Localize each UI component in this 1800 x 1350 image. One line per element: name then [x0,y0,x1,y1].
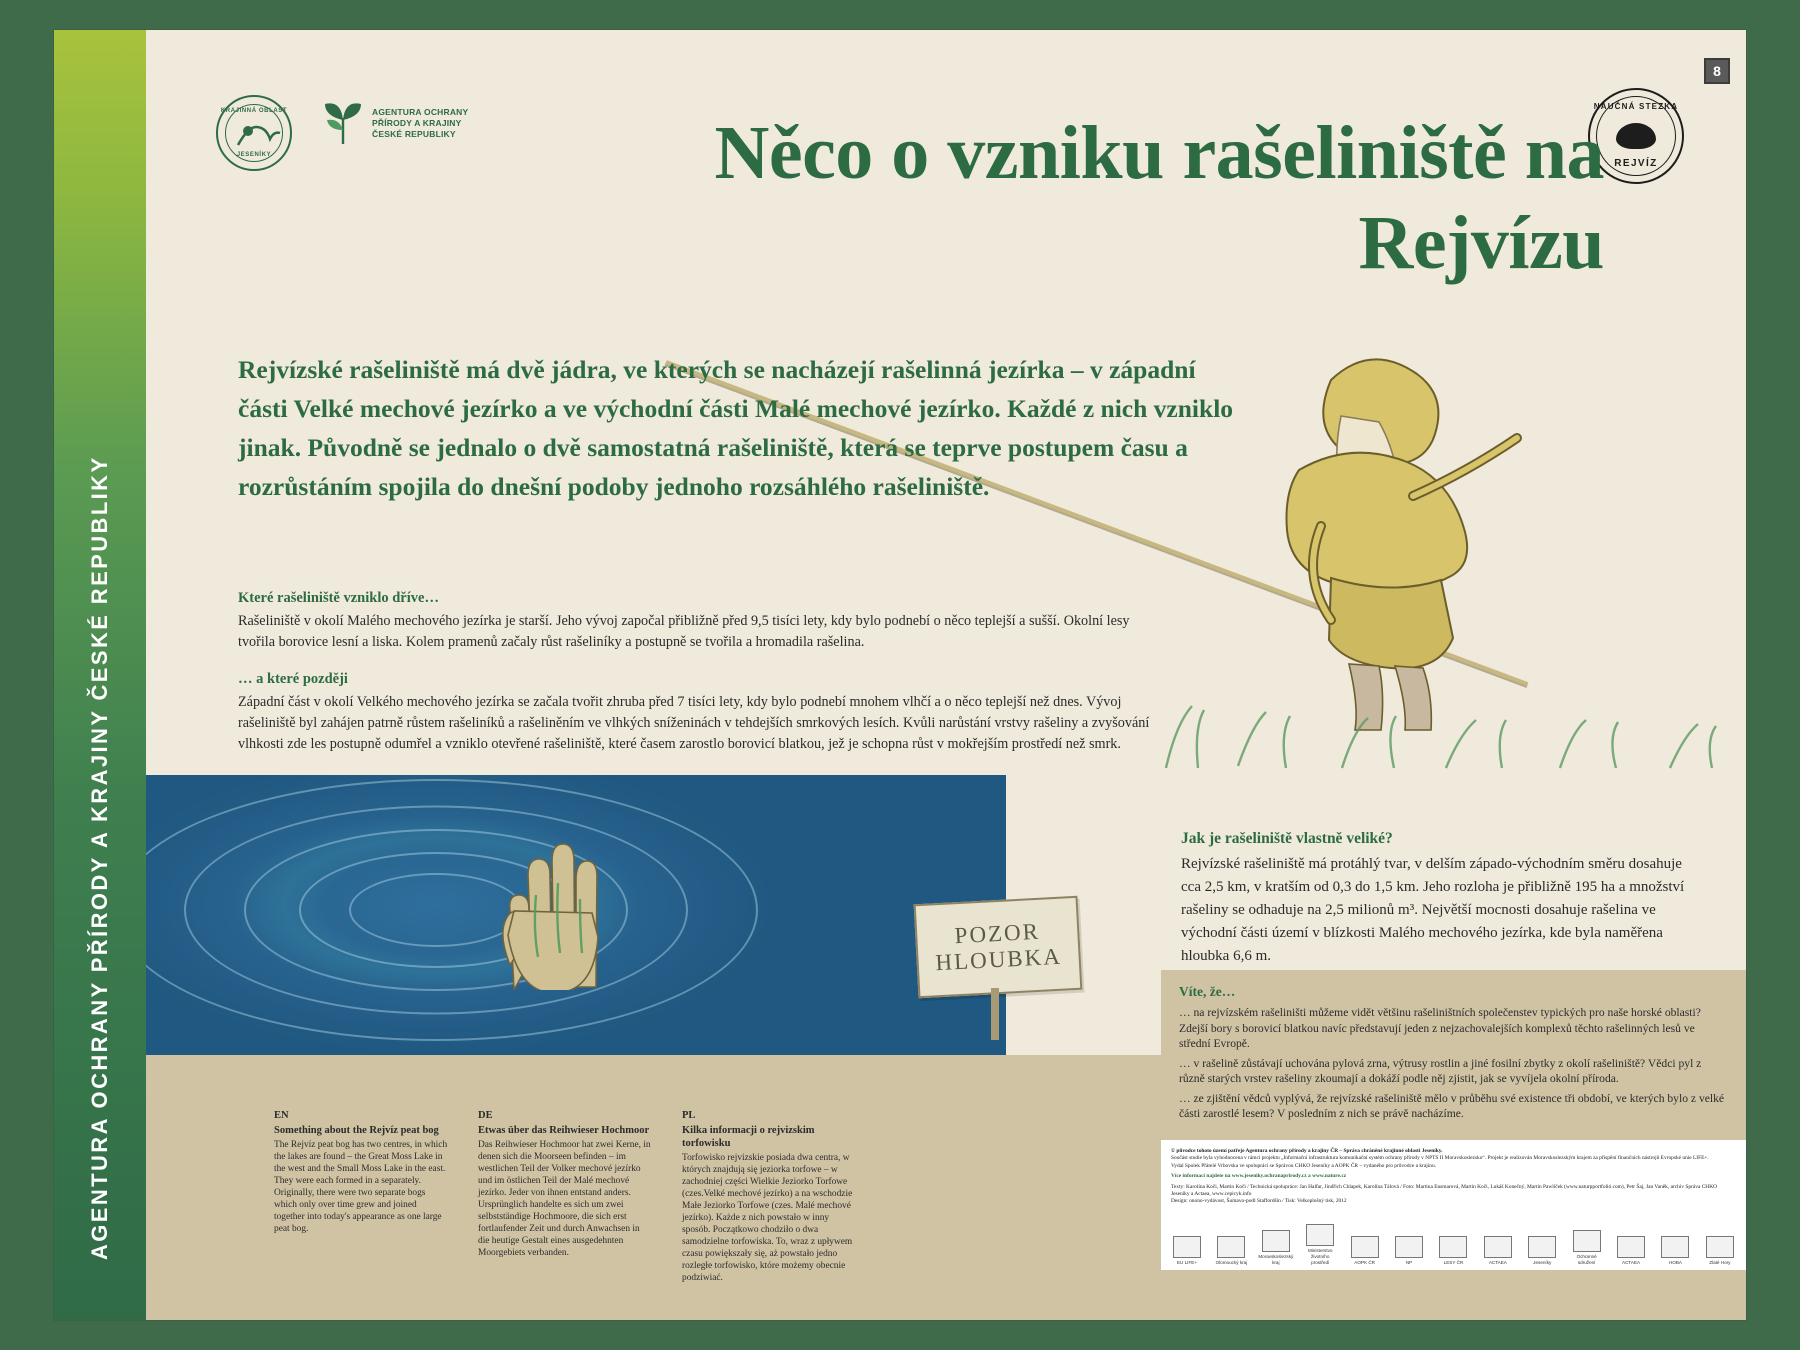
did-you-know-item: … v rašelině zůstávají uchována pylová zrna, výtrusy rostlin a jiné fosilní zbytky z okolí rašeliniště? Vědci pyl z různě starých vrstev rašeliny zkoumají a dokáží podle něj zjistit, jak se vyvíjela okolní příroda. [1179,1056,1702,1085]
logo-chko-jeseniky [216,95,292,171]
section-earlier-body: Rašeliniště v okolí Malého mechového jezírka je starší. Jeho vývoj započal přibližně před 9,5 tisíci lety, kdy bylo podnebí o něco teplejší a sušší. Okolní lesy tvořila borovice lesní a liska. Kolem pramenů začaly růst rašeliníky a postupně se tvořila a hromadila rašelina. [238,613,1130,650]
credit-logo-label: HOBA [1668,1260,1682,1265]
credits-line-4: Více informací najdete na www.jeseniky.ochranaprirody.cz a www.nature.cz [1171,1173,1347,1180]
section-later [238,671,1158,755]
section-earlier-heading: Které rašeliniště vzniklo dříve… [238,590,439,606]
credit-logo-label: Jeseníky [1533,1260,1552,1265]
translation-en-body: The Rejvíz peat bog has two centres, in which the lakes are found – the Great Moss Lake in the west and the Small Moss Lake in the east. They were each formed in a separately. Originally, there were two separate bogs which only over time grew and joined together into today's appearance as one large peat bog. [274,1140,448,1234]
credit-logo [1657,1236,1693,1266]
credits-line-5: Texty: Karolína Koči, Martin Koči / Technická spolupráce: Jan Halfar, Jindřich Chlapek, Karolína Tálová / Foto: Martina Ensmarová, Martin Koči, Lukáš Konečný, Martin Pawlíček (www.naturpportfolió.com), Petr Šaj, Jan Vaněk, archiv Správa CHKO Jeseníky a Actaea, www.cepicyk.info [1171,1183,1717,1198]
credits-line-2: Součást studie byla vyhodnocena v rámci projektu „Informační infrastruktura komunikační systém ochrany přírody v NPTS II Moravskoslezsko“. Projekt je realizován Moravskoslezským krajem za přispění finančních nástrojů Evropské unie LIFE+. [1171,1155,1709,1162]
credit-logo-label: Ministerstvo životního prostředí [1307,1248,1333,1265]
credit-logo-label: EU LIFE+ [1176,1260,1198,1265]
credit-logo-label: Olomoucký kraj [1215,1260,1248,1265]
did-you-know-box [1161,970,1746,1120]
translation-pl-lang: PL [682,1110,696,1121]
logo-jeseniky-bottom-label: JESENÍKY [236,152,272,158]
credit-logo-label: NP [1405,1260,1413,1265]
credit-logo [1302,1224,1338,1266]
credit-logo-label: AOPK ČR [1354,1260,1375,1265]
information-panel [54,30,1746,1320]
translation-en-lang: EN [274,1110,289,1121]
logo-aopk-line-1: AGENTURA OCHRANY [372,106,469,117]
credit-logo [1613,1236,1649,1266]
credit-logo [1524,1236,1560,1266]
lead-paragraph: Rejvízské rašeliniště má dvě jádra, ve kterých se nacházejí rašelinná jezírka – v západní části Velké mechové jezírko a ve východní části Malé mechové jezírko. Každé z nich vzniklo jinak. Původně se jednalo o dvě samostatná rašeliniště, která se teprve postupem času a rozrůstáním spojila do dnešní podoby jednoho rozsáhlého rašeliniště. [238,355,1234,501]
section-size-body: Rejvízské rašeliniště má protáhlý tvar, v delším západo-východním směru dosahuje cca 2,5 km, v kratším od 0,3 do 1,5 km. Jeho rozloha je přibližně 195 ha a množství rašeliny se odhaduje na 2,5 milionů m³. Největší mocnosti dosahuje rašelina ve východní části území v blízkosti Malého mechového jezírka, kde byla naměřena hloubka 6,6 m. [1181,856,1685,964]
section-earlier [238,590,1158,653]
credit-logo [1435,1236,1471,1266]
hand-illustration [496,815,614,990]
sign-post [991,988,999,1040]
warning-sign [914,896,1083,998]
credit-logo-label: Zlaté Hory [1709,1260,1731,1265]
section-size [1181,830,1701,968]
logo-rejviz-bottom-label: REJVÍZ [1614,158,1658,169]
grass-illustration [1146,650,1746,770]
credit-logo [1347,1236,1383,1266]
credit-logo [1569,1230,1605,1266]
credit-logo [1258,1230,1294,1266]
translation-de-heading: Etwas über das Reihwieser Hochmoor [478,1125,650,1136]
credit-logo [1480,1236,1516,1266]
credits-line-3: Vydal Spolek Přátelé Vrbovska ve spolupráci se Správou CHKO Jeseníky a AOPK ČR – vydaného pro průvodce a krajinu. [1171,1162,1437,1169]
credit-logo-label: Ochranné sdružení [1576,1254,1597,1265]
page-number-badge: 8 [1704,58,1730,84]
side-band-label: AGENTURA OCHRANY PŘÍRODY A KRAJINY ČESKÉ REPUBLIKY [87,455,112,1260]
translation-de-lang: DE [478,1110,493,1121]
did-you-know-item: … ze zjištění vědců vyplývá, že rejvízské rašeliniště mělo v průběhu své existence tři období, ve kterých bylo z velké části zarostlé lesem? V posledním z nich se právě nacházíme. [1179,1091,1725,1120]
logo-aopk-line-2: PŘÍRODY A KRAJINY [372,117,462,128]
logo-rejviz-top-label: NAUČNÁ STEZKA [1593,102,1679,111]
translation-en-heading: Something about the Rejvíz peat bog [274,1125,439,1136]
credit-logo-label: ACTAEA [1622,1260,1641,1265]
section-later-body: Západní část v okolí Velkého mechového jezírka se začala tvořit zhruba před 7 tisíci lety, kdy bylo podnebí mnohem vlhčí a o něco teplejší než dnes. Vývoj rašeliniště byl zahájen patrně růstem rašeliníků a rašeliněním ve vlhkých sníženinách v tehdejších smrkových lesích. Kvůli narůstání vrstvy rašeliny a zvyšování vlhkosti zde les postupně odumřel a vzniklo otevřené rašeliniště, které časem zarostlo borovicí blatkou, jež je schopna růst v mokřejším prostředí než smrk. [238,694,1150,752]
credit-logo [1391,1236,1427,1266]
translation-pl-heading: Kilka informacji o rejvizskim torfowisku [682,1125,815,1149]
credit-logo [1213,1236,1249,1266]
translation-en [274,1110,449,1235]
credit-logo-label: LESY ČR [1443,1260,1464,1265]
did-you-know-heading: Víte, že… [1179,984,1236,999]
credit-logo [1169,1236,1205,1266]
section-later-heading: … a které později [238,671,348,687]
side-band [54,30,146,1320]
logo-aopk-line-3: ČESKÉ REPUBLIKY [372,128,456,139]
translation-de [478,1110,653,1259]
translation-de-body: Das Reihwieser Hochmoor hat zwei Kerne, in denen sich die Moorseen befinden – im westlichen Teil der Volker mechové jezírko und im östlichen Teil der Malé mechové jezírko. Jeder von ihnen entstand anders. Ursprünglich handelte es sich um zwei selbstständige Hochmoore, die sich erst fortlaufender Zeit und durch Anwachsen in die heutige Gestalt eines ausgedehnten Moorgebiets verbanden. [478,1140,651,1258]
panel-content [146,30,1746,1320]
logo-aopk [322,100,468,146]
credits-block [1161,1140,1746,1270]
credit-logo [1702,1236,1738,1266]
credit-logo-label: Moravskoslezský kraj [1258,1254,1294,1265]
did-you-know-item: … na rejvízském rašeliništi můžeme vidět většinu rašeliništních společenstev typických pro naše horské oblasti? Zdejší bory s borovicí blatkou navíc představují jeden z nejzachovalejších komplexů těchto rašelinných lesů ve střední Evropě. [1179,1006,1701,1050]
section-size-heading: Jak je rašeliniště vlastně veliké? [1181,830,1393,847]
page-title: Něco o vzniku rašeliniště na Rejvízu [714,111,1604,285]
logo-jeseniky-top-label: KRAJINNÁ OBLAST [220,108,288,114]
bear-icon [1616,123,1656,149]
credits-line-6: Design: onono-vydávost, Šumavo-podl Staffordšín / Tisk: Velkoplošný tisk, 2012 [1171,1198,1347,1205]
credit-logo-label: ACTAEA [1488,1260,1507,1265]
credits-logo-row [1161,1224,1746,1266]
translation-pl-body: Torfowisko rejvizskie posiada dwa centra, w których znajdują się jeziorka torfowe – w zachodniej części Wielkie Jeziorko Torfowe (czes.Velké mechové jezírko) a na wschodzie Małe Jeziorko Torfowe (czes. Malé mechové jezírko). Każde z nich powstało w inny sposób. Początkowo chodziło o dwa samodzielne torfowiska. To, wraz z upływem czasu powiększały się, aż powstało jedno rozległe torfowisko, które możemy obecnie podziwiać. [682,1153,853,1283]
leaf-icon [322,100,364,146]
sign-line-1: POZOR [953,918,1041,949]
sign-line-2: HLOUBKA [934,943,1063,976]
credits-line-1: © původce tohoto území patřeje Agentura ochrany přírody a krajiny ČR – Správa chráněné krajinné oblasti Jeseníky. [1171,1148,1443,1154]
translation-pl [682,1110,857,1284]
